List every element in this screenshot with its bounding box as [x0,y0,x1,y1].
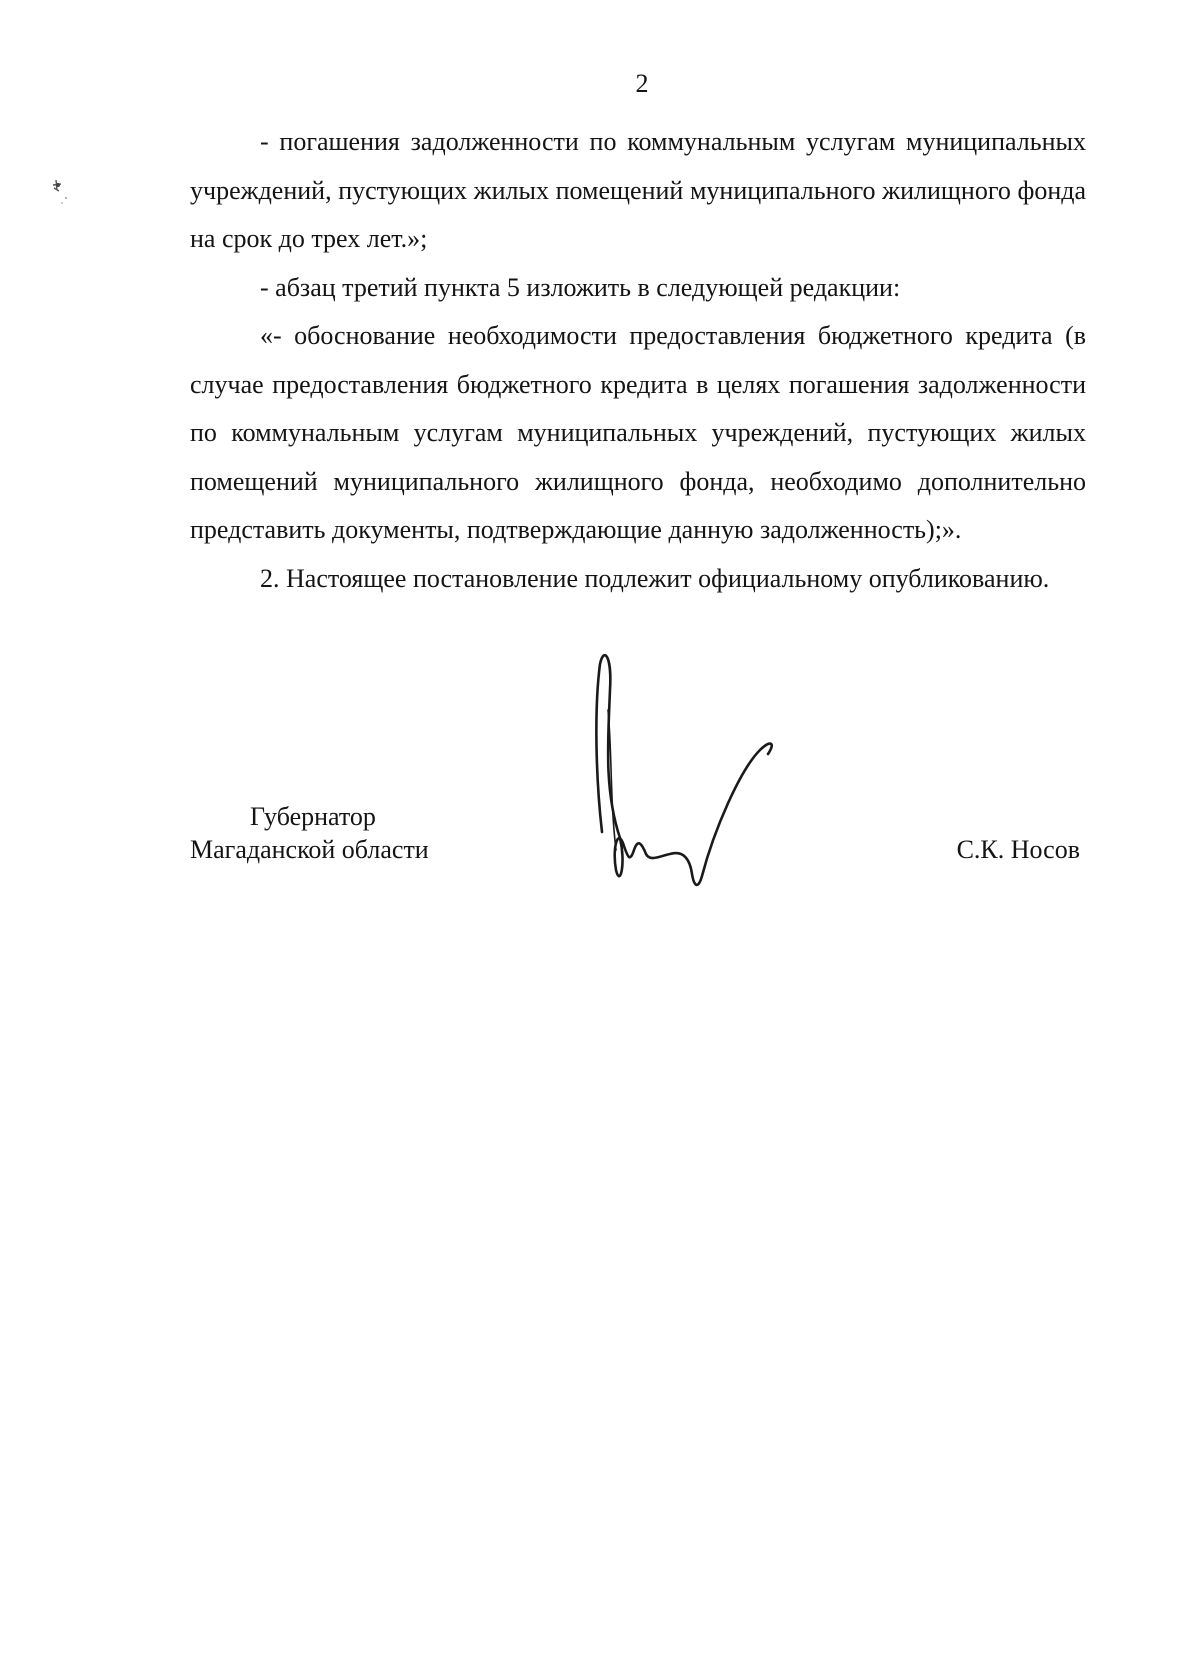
paragraph-publication-clause: 2. Настоящее постановление подлежит официальному опубликованию. [260,563,1050,593]
scan-artifact [48,176,78,216]
signatory-position-line2: Магаданской области [190,835,429,864]
signature-block [190,800,1086,880]
signatory-name: С.К. Носов [956,835,1080,864]
signatory-position [190,800,490,866]
body-text [190,118,1086,603]
signatory-position-line1: Губернатор [250,802,376,831]
paragraph-repayment-item: - погашения задолженности по коммунальным услугам муниципальных учреждений, пустующих жилых помещений муниципального жилищного фонда на срок до трех лет.»; [190,127,1086,253]
page-number: 2 [635,69,649,98]
paragraph-justification-item: «- обоснование необходимости предоставления бюджетного кредита (в случае предоставления бюджетного кредита в целях погашения задолженности по коммунальным услугам муниципальных учреждений, пустующих жилых помещений муниципального жилищного фонда, необходимо дополнительно представить документы, подтверждающие данную задолженность);». [190,321,1086,544]
paragraph-amendment-instruction: - абзац третий пункта 5 изложить в следующей редакции: [260,272,901,302]
